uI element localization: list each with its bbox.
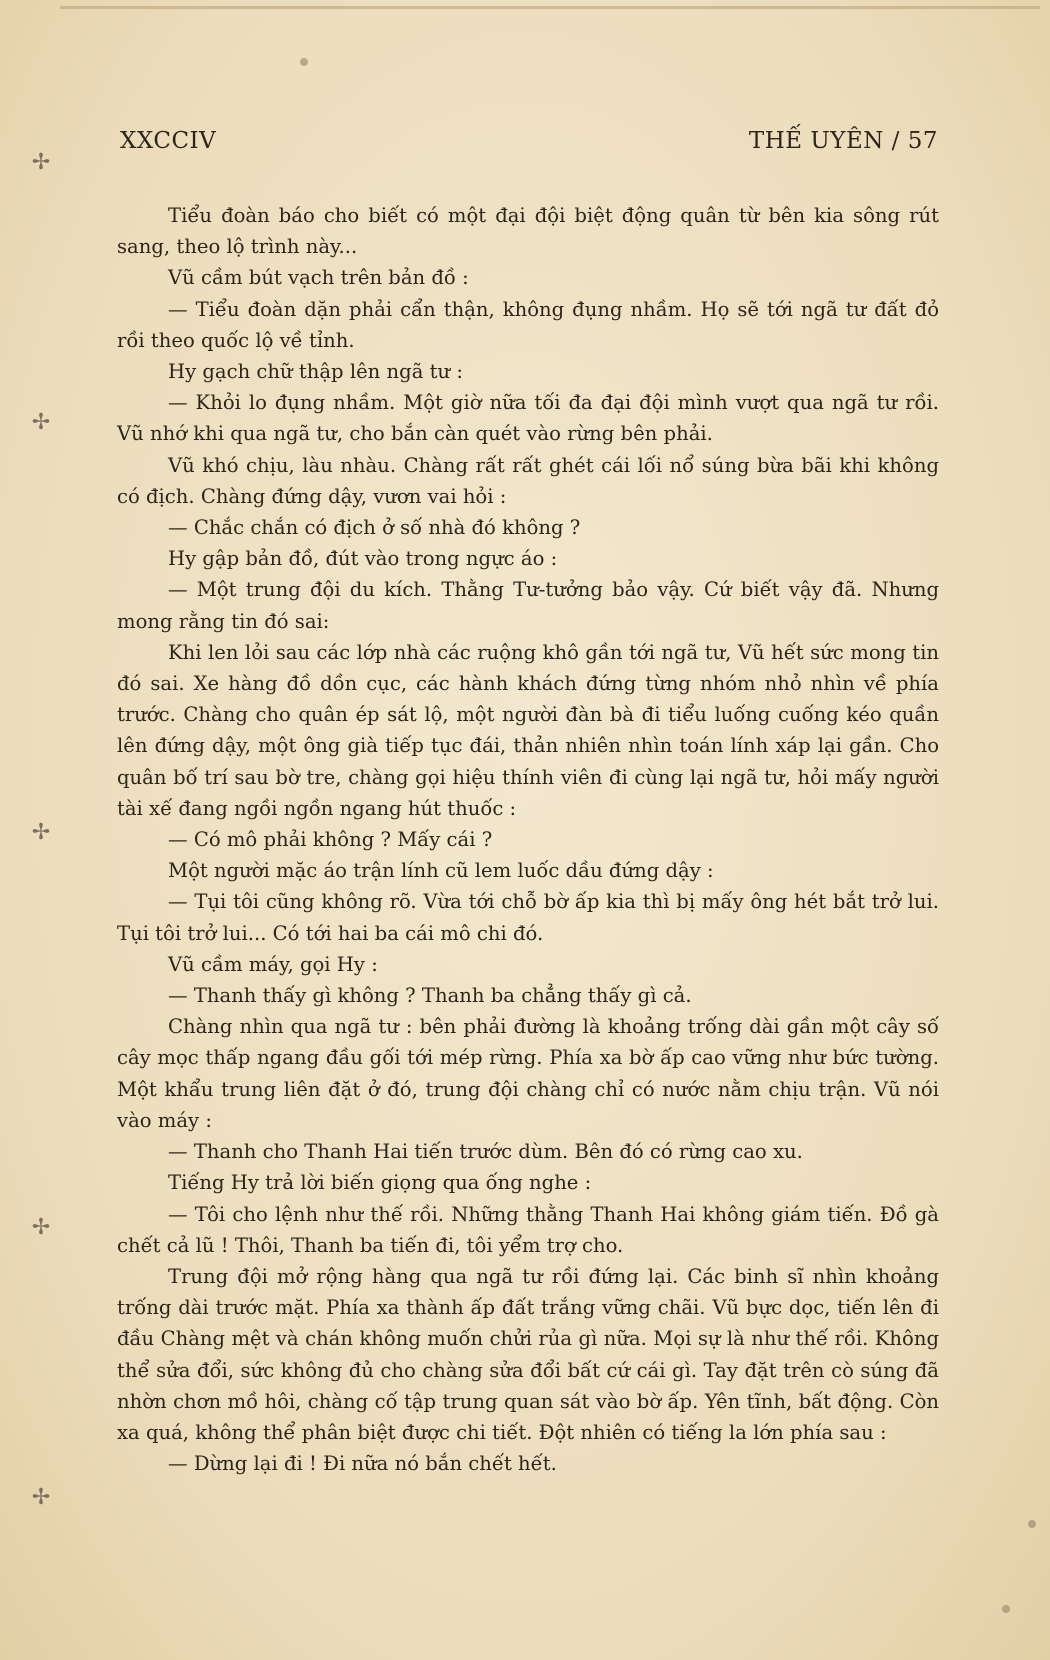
- binding-hole-icon: ✢: [31, 150, 51, 175]
- paragraph: — Tôi cho lệnh như thế rồi. Những thằng Thanh Hai không giám tiến. Đồ gà chết cả lũ ! Thôi, Thanh ba tiến đi, tôi yểm trợ cho.: [117, 1202, 939, 1257]
- paper-stain: [1002, 1605, 1010, 1613]
- binding-hole-icon: ✢: [31, 410, 51, 435]
- binding-hole-icon: ✢: [31, 1485, 51, 1510]
- paragraph: Chàng nhìn qua ngã tư : bên phải đường là khoảng trống dài gần một cây số cây mọc thấp ngang đầu gối tới mép rừng. Phía xa bờ ấp cao vững như bức tường. Một khẩu trung liên đặt ở đó, trung đội chàng chỉ có nước nằm chịu trận. Vũ nói vào máy :: [117, 1015, 939, 1132]
- body-text: [117, 200, 939, 1479]
- paragraph: Vũ cầm bút vạch trên bản đồ :: [168, 266, 469, 290]
- paragraph: Vũ cầm máy, gọi Hy :: [168, 952, 378, 976]
- paragraph: — Một trung đội du kích. Thằng Tư-tưởng bảo vậy. Cứ biết vậy đã. Nhưng mong rằng tin đó sai:: [117, 578, 939, 633]
- paragraph: Vũ khó chịu, làu nhàu. Chàng rất rất ghét cái lối nổ súng bừa bãi khi không có địch. Chàng đứng dậy, vươn vai hỏi :: [117, 453, 939, 508]
- paragraph: Một người mặc áo trận lính cũ lem luốc dầu đứng dậy :: [168, 859, 714, 883]
- paragraph: Hy gập bản đồ, đút vào trong ngực áo :: [168, 547, 558, 571]
- paper-stain: [300, 58, 308, 66]
- paragraph: Tiếng Hy trả lời biến giọng qua ống nghe :: [168, 1171, 592, 1195]
- author-and-page-number: THẾ UYÊN / 57: [748, 128, 938, 154]
- page-top-edge: [60, 6, 1040, 9]
- paragraph: Hy gạch chữ thập lên ngã tư :: [168, 360, 463, 384]
- paragraph: — Chắc chắn có địch ở số nhà đó không ?: [168, 516, 581, 540]
- book-code: XXCCIV: [120, 128, 217, 154]
- paragraph: — Thanh thấy gì không ? Thanh ba chẳng thấy gì cả.: [168, 984, 692, 1008]
- paragraph: — Có mô phải không ? Mấy cái ?: [168, 828, 493, 852]
- binding-hole-icon: ✢: [31, 820, 51, 845]
- paragraph: — Tụi tôi cũng không rõ. Vừa tới chỗ bờ ấp kia thì bị mấy ông hét bắt trở lui. Tụi tôi trở lui... Có tới hai ba cái mô chi đó.: [117, 890, 939, 945]
- paragraph: Khi len lỏi sau các lớp nhà các ruộng khô gần tới ngã tư, Vũ hết sức mong tin đó sai. Xe hàng đồ dồn cục, các hành khách đứng từng nhóm nhỏ nhìn về phía trước. Chàng cho quân ép sát lộ, một người đàn bà đi tiểu luống cuống kéo quần lên đứng dậy, một ông già tiếp tục đái, thản nhiên nhìn toán lính xáp lại gần. Cho quân bố trí sau bờ tre, chàng gọi hiệu thính viên đi cùng lại ngã tư, hỏi mấy người tài xế đang ngồi ngồn ngang hút thuốc :: [117, 640, 939, 820]
- binding-hole-icon: ✢: [31, 1215, 51, 1240]
- paper-stain: [1028, 1520, 1036, 1528]
- paragraph: — Tiểu đoàn dặn phải cẩn thận, không đụng nhầm. Họ sẽ tới ngã tư đất đỏ rồi theo quốc lộ về tỉnh.: [117, 297, 939, 352]
- paragraph: — Dừng lại đi ! Đi nữa nó bắn chết hết.: [168, 1452, 557, 1476]
- paragraph: — Thanh cho Thanh Hai tiến trước dùm. Bên đó có rừng cao xu.: [168, 1140, 803, 1164]
- paragraph: Tiểu đoàn báo cho biết có một đại đội biệt động quân từ bên kia sông rút sang, theo lộ trình này...: [117, 204, 939, 259]
- paragraph: Trung đội mở rộng hàng qua ngã tư rồi đứng lại. Các binh sĩ nhìn khoảng trống dài trước mặt. Phía xa thành ấp đất trắng vững chãi. Vũ bực dọc, tiến lên đi đầu Chàng mệt và chán không muốn chửi rủa gì nữa. Mọi sự là như thế rồi. Không thể sửa đổi, sức không đủ cho chàng sửa đổi bất cứ cái gì. Tay đặt trên cò súng đã nhờn chơn mồ hôi, chàng cố tập trung quan sát vào bờ ấp. Yên tĩnh, bất động. Còn xa quá, không thể phân biệt được chi tiết. Đột nhiên có tiếng la lớn phía sau :: [117, 1264, 939, 1444]
- paragraph: — Khỏi lo đụng nhầm. Một giờ nữa tối đa đại đội mình vượt qua ngã tư rồi. Vũ nhớ khi qua ngã tư, cho bắn càn quét vào rừng bên phải.: [117, 391, 939, 446]
- page-header: [120, 128, 938, 162]
